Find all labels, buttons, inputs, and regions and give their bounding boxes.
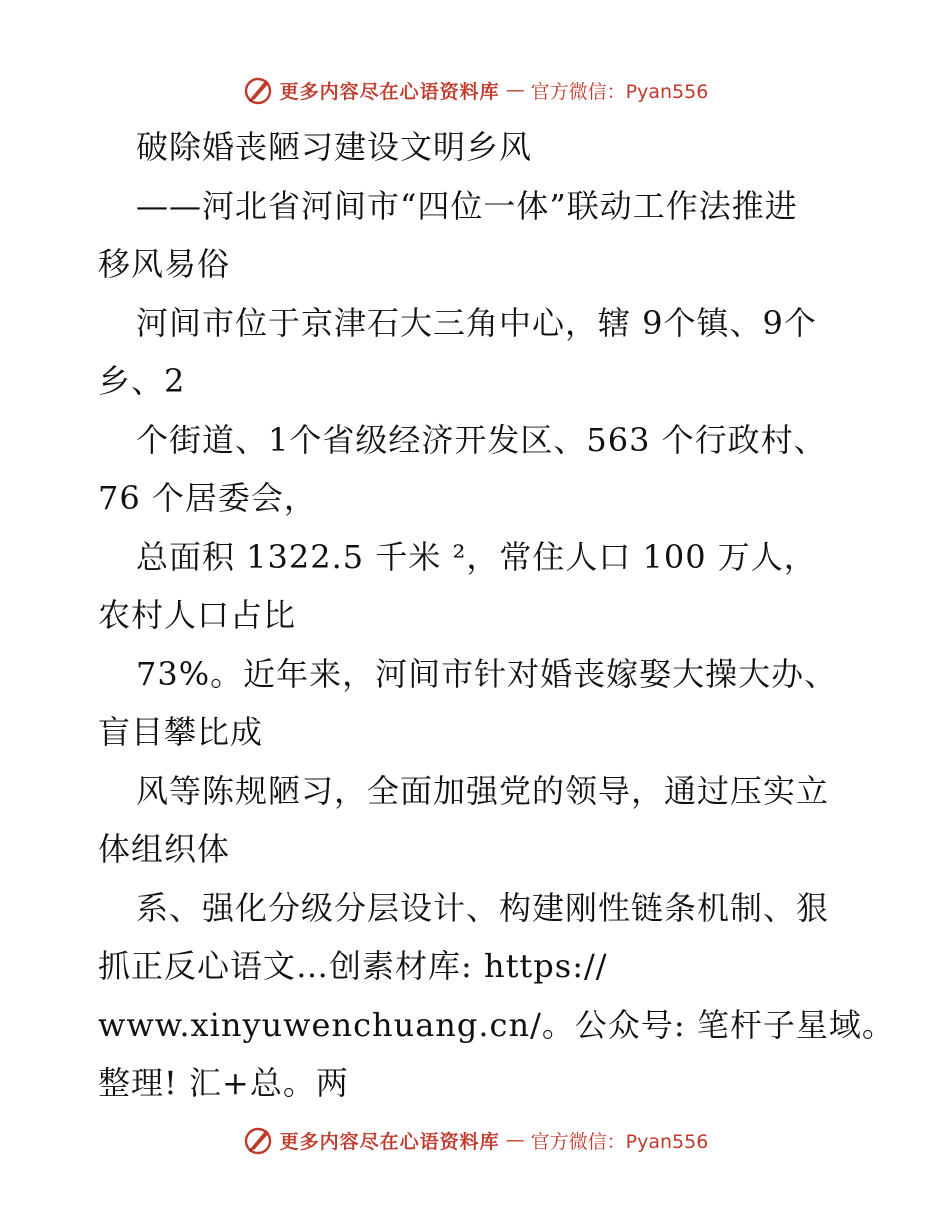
header-banner	[0, 70, 950, 110]
paragraph-line: 整理! 汇+总。两	[98, 1064, 349, 1102]
wechat-label: 官方微信：Pyan556	[530, 80, 709, 103]
promo-text: 更多内容尽在心语资料库	[279, 1130, 500, 1153]
paragraph-line: 系、强化分级分层设计、构建刚性链条机制、狠	[136, 888, 830, 927]
paragraph-line: 农村人口占比	[98, 596, 297, 634]
paragraph-line: 河间市位于京津石大三角中心，辖 9个镇、9个	[136, 303, 817, 342]
promo-text: 更多内容尽在心语资料库	[279, 80, 500, 103]
paragraph-line: 73%。近年来，河间市针对婚丧嫁娶大操大办、	[136, 654, 838, 693]
document-body	[98, 118, 895, 1113]
footer-banner	[0, 1120, 950, 1160]
wechat-label: 官方微信：Pyan556	[530, 1130, 709, 1153]
paragraph-line: 总面积 1322.5 千米 ²，常住人口 100 万人，	[136, 537, 817, 576]
paragraph-line: 抓正反心语文…创素材库: https://	[98, 947, 608, 985]
quill-pen-logo-icon	[242, 1124, 274, 1156]
banner-separator: —	[505, 1129, 525, 1151]
document-subtitle: ——河北省河间市“四位一体”联动工作法推进	[136, 186, 798, 225]
document-subtitle-cont: 移风易俗	[98, 245, 231, 283]
paragraph-line: 个街道、1个省级经济开发区、563 个行政村、	[136, 420, 827, 459]
quill-pen-logo-icon	[242, 74, 274, 106]
paragraph-line: 76 个居委会，	[98, 479, 317, 517]
paragraph-line: www.xinyuwenchuang.cn/。公众号: 笔杆子星域。	[98, 1005, 895, 1044]
paragraph-line: 乡、2	[98, 362, 186, 400]
paragraph-line: 体组织体	[98, 830, 231, 868]
banner-separator: —	[505, 79, 525, 101]
paragraph-line: 风等陈规陋习，全面加强党的领导，通过压实立	[136, 771, 830, 810]
document-title: 破除婚丧陋习建设文明乡风	[136, 128, 533, 166]
paragraph-line: 盲目攀比成	[98, 713, 264, 751]
